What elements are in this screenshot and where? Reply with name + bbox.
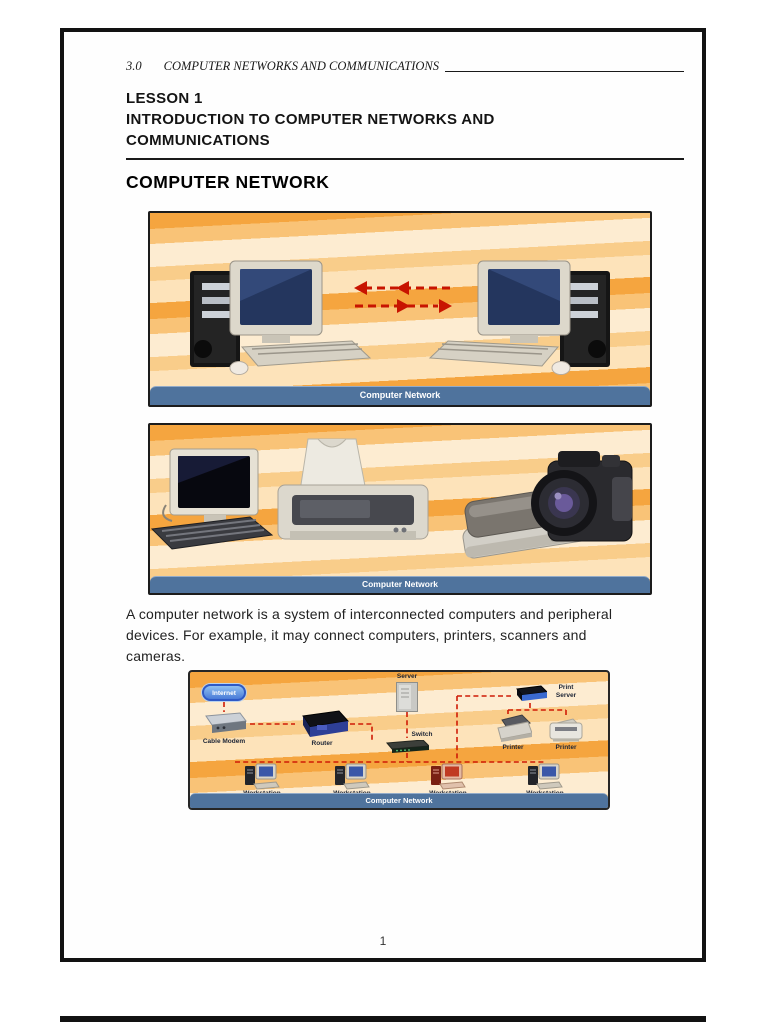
figure-peripherals — [148, 423, 652, 595]
switch-label: Switch — [411, 731, 433, 738]
heading-divider — [126, 158, 684, 160]
paragraph-line-2: devices. For example, it may connect computers, printers, scanners and — [126, 627, 587, 643]
two-computers-illustration — [150, 213, 650, 387]
workstation3-icon — [430, 763, 466, 790]
header-section-number: 3.0 — [126, 59, 142, 73]
document-page — [60, 28, 706, 962]
camera-icon — [531, 451, 632, 541]
header-rule-line — [445, 71, 684, 72]
printer-right-label: Printer — [555, 744, 577, 751]
header-title: COMPUTER NETWORKS AND COMMUNICATIONS — [163, 59, 439, 73]
network-diagram — [190, 672, 608, 794]
figure3-caption: Computer Network — [190, 793, 608, 808]
workstation4-icon — [527, 763, 563, 790]
server-label: Server — [396, 673, 418, 680]
switch-icon — [383, 740, 429, 753]
printer-right-icon — [547, 716, 585, 742]
lesson-line-1: LESSON 1 — [126, 90, 203, 107]
print-server-icon — [513, 685, 547, 703]
printer-left-label: Printer — [502, 744, 524, 751]
lesson-line-3: COMMUNICATIONS — [126, 132, 270, 149]
router-label: Router — [311, 740, 333, 747]
server-icon — [396, 682, 418, 712]
paragraph-line-3: cameras. — [126, 648, 186, 664]
figure1-caption: Computer Network — [150, 386, 650, 405]
figure2-caption: Computer Network — [150, 576, 650, 593]
figure-two-computers — [148, 211, 652, 407]
workstation1-icon — [244, 763, 280, 790]
cable-modem-label: Cable Modem — [202, 738, 246, 745]
section-title: COMPUTER NETWORK — [126, 172, 330, 192]
router-icon — [295, 710, 350, 738]
lesson-heading — [126, 88, 495, 151]
cable-modem-icon — [200, 712, 248, 736]
printer-icon — [278, 439, 428, 540]
peripherals-illustration — [150, 425, 650, 577]
page-number: 1 — [379, 934, 387, 948]
next-page-top-edge — [60, 1016, 706, 1022]
lesson-line-2: INTRODUCTION TO COMPUTER NETWORKS AND — [126, 111, 495, 128]
arrowheads — [354, 281, 452, 313]
body-paragraph — [126, 604, 612, 667]
print-server-label: Print Server — [555, 684, 577, 699]
figure-network-diagram — [188, 670, 610, 810]
running-header — [126, 59, 684, 74]
paragraph-line-1: A computer network is a system of interconnected computers and peripheral — [126, 606, 613, 622]
workstation2-icon — [334, 763, 370, 790]
internet-node: Internet — [202, 684, 246, 701]
computer-icon — [152, 449, 272, 549]
printer-left-icon — [494, 714, 532, 742]
